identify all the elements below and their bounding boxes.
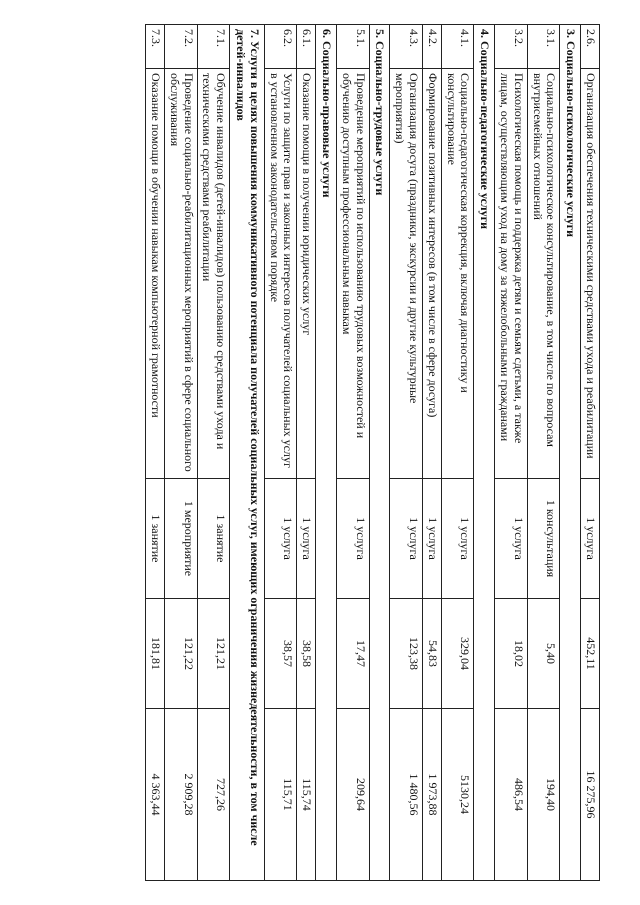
row-number: 7.1. [197, 25, 230, 69]
unit-price: 38,58 [297, 599, 316, 709]
service-name: Проведение социально-реабилитационных мероприятий в сфере социального обслуживания [165, 69, 198, 479]
unit-price: 181,81 [146, 599, 165, 709]
unit-price: 329,04 [441, 599, 474, 709]
unit-price: 54,83 [423, 599, 442, 709]
row-number: 6.2. [264, 25, 297, 69]
unit-of-service: 1 услуга [337, 479, 370, 599]
service-name: Психологическая помощь и поддержка детям и семьям сдетьми, а также лицам, осуществляющим уход на дому за тяжелобольными гражданами [495, 69, 528, 479]
service-name: Услуги по защите прав и законных интересов получателей социальных услуг в установленном законодательством порядке [264, 69, 297, 479]
total-cost: 486,54 [495, 709, 528, 881]
unit-price: 452,11 [581, 599, 600, 709]
row-number: 4.1. [441, 25, 474, 69]
row-number: 2.6. [581, 25, 600, 69]
total-cost: 1 973,88 [423, 709, 442, 881]
row-number: 7.2. [165, 25, 198, 69]
row-number: 4.3. [390, 25, 423, 69]
table-row [297, 25, 316, 881]
unit-price: 121,21 [197, 599, 230, 709]
table-row [390, 25, 423, 881]
unit-of-service: 1 занятие [197, 479, 230, 599]
service-name: Организация досуга (праздники, экскурсии и другие культурные мероприятия) [390, 69, 423, 479]
row-number: 3.1. [527, 25, 560, 69]
table-row [264, 25, 297, 881]
unit-of-service: 1 занятие [146, 479, 165, 599]
unit-of-service: 1 услуга [581, 479, 600, 599]
table-row [197, 25, 230, 881]
total-cost: 209,64 [337, 709, 370, 881]
row-number: 3.2. [495, 25, 528, 69]
total-cost: 115,71 [264, 709, 297, 881]
total-cost: 2 909,28 [165, 709, 198, 881]
section-header-row [316, 25, 337, 881]
table-row [165, 25, 198, 881]
row-number: 4.2. [423, 25, 442, 69]
service-name: Социально-педагогическая коррекция, включая диагностику и консультирование [441, 69, 474, 479]
table-row [581, 25, 600, 881]
total-cost: 194,40 [527, 709, 560, 881]
service-name: Организация обеспечения техническими средствами ухода и реабилитации [581, 69, 600, 479]
section-header-row [230, 25, 265, 881]
unit-of-service: 1 мероприятие [165, 479, 198, 599]
table-row [527, 25, 560, 881]
section-title: 7. Услуги в целях повышения коммуникативного потенциала получателей социальных услуг, имеющих ограничения жизнедеятельности, в том числе детей-инвалидов [230, 25, 265, 881]
unit-of-service: 1 консультация [527, 479, 560, 599]
service-name: Проведение мероприятий по использованию трудовых возможностей и обучению доступным профессиональным навыкам [337, 69, 370, 479]
section-title: 6. Социально-правовые услуги [316, 25, 337, 881]
unit-price: 38,57 [264, 599, 297, 709]
unit-of-service: 1 услуга [390, 479, 423, 599]
table-row [441, 25, 474, 881]
unit-of-service: 1 услуга [264, 479, 297, 599]
services-table-body [146, 25, 600, 881]
unit-price: 5,40 [527, 599, 560, 709]
section-header-row [369, 25, 390, 881]
service-name: Формирование позитивных интересов (в том числе в сфере досуга) [423, 69, 442, 479]
service-name: Оказание помощи в получении юридических услуг [297, 69, 316, 479]
total-cost: 115,74 [297, 709, 316, 881]
service-name: Обучение инвалидов (детей-инвалидов) пользованию средствами ухода и техническими средствами реабилитации [197, 69, 230, 479]
total-cost: 5130,24 [441, 709, 474, 881]
services-table [145, 24, 600, 881]
row-number: 6.1. [297, 25, 316, 69]
total-cost: 727,26 [197, 709, 230, 881]
table-row [423, 25, 442, 881]
table-row [495, 25, 528, 881]
section-title: 5. Социально-трудовые услуги [369, 25, 390, 881]
unit-of-service: 1 услуга [297, 479, 316, 599]
section-title: 3. Социально-психологические услуги [560, 25, 581, 881]
row-number: 5.1. [337, 25, 370, 69]
total-cost: 1 480,56 [390, 709, 423, 881]
section-header-row [560, 25, 581, 881]
total-cost: 16 275,96 [581, 709, 600, 881]
unit-of-service: 1 услуга [423, 479, 442, 599]
unit-price: 123,38 [390, 599, 423, 709]
service-name: Социально-психологическое консультирование, в том числе по вопросам внутрисемейных отношений [527, 69, 560, 479]
total-cost: 4 363,44 [146, 709, 165, 881]
section-title: 4. Социально-педагогические услуги [474, 25, 495, 881]
table-row [337, 25, 370, 881]
unit-price: 18,02 [495, 599, 528, 709]
row-number: 7.3. [146, 25, 165, 69]
table-row [146, 25, 165, 881]
unit-of-service: 1 услуга [495, 479, 528, 599]
unit-of-service: 1 услуга [441, 479, 474, 599]
unit-price: 17,47 [337, 599, 370, 709]
service-name: Оказание помощи в обучении навыкам компьютерной грамотности [146, 69, 165, 479]
section-header-row [474, 25, 495, 881]
unit-price: 121,22 [165, 599, 198, 709]
